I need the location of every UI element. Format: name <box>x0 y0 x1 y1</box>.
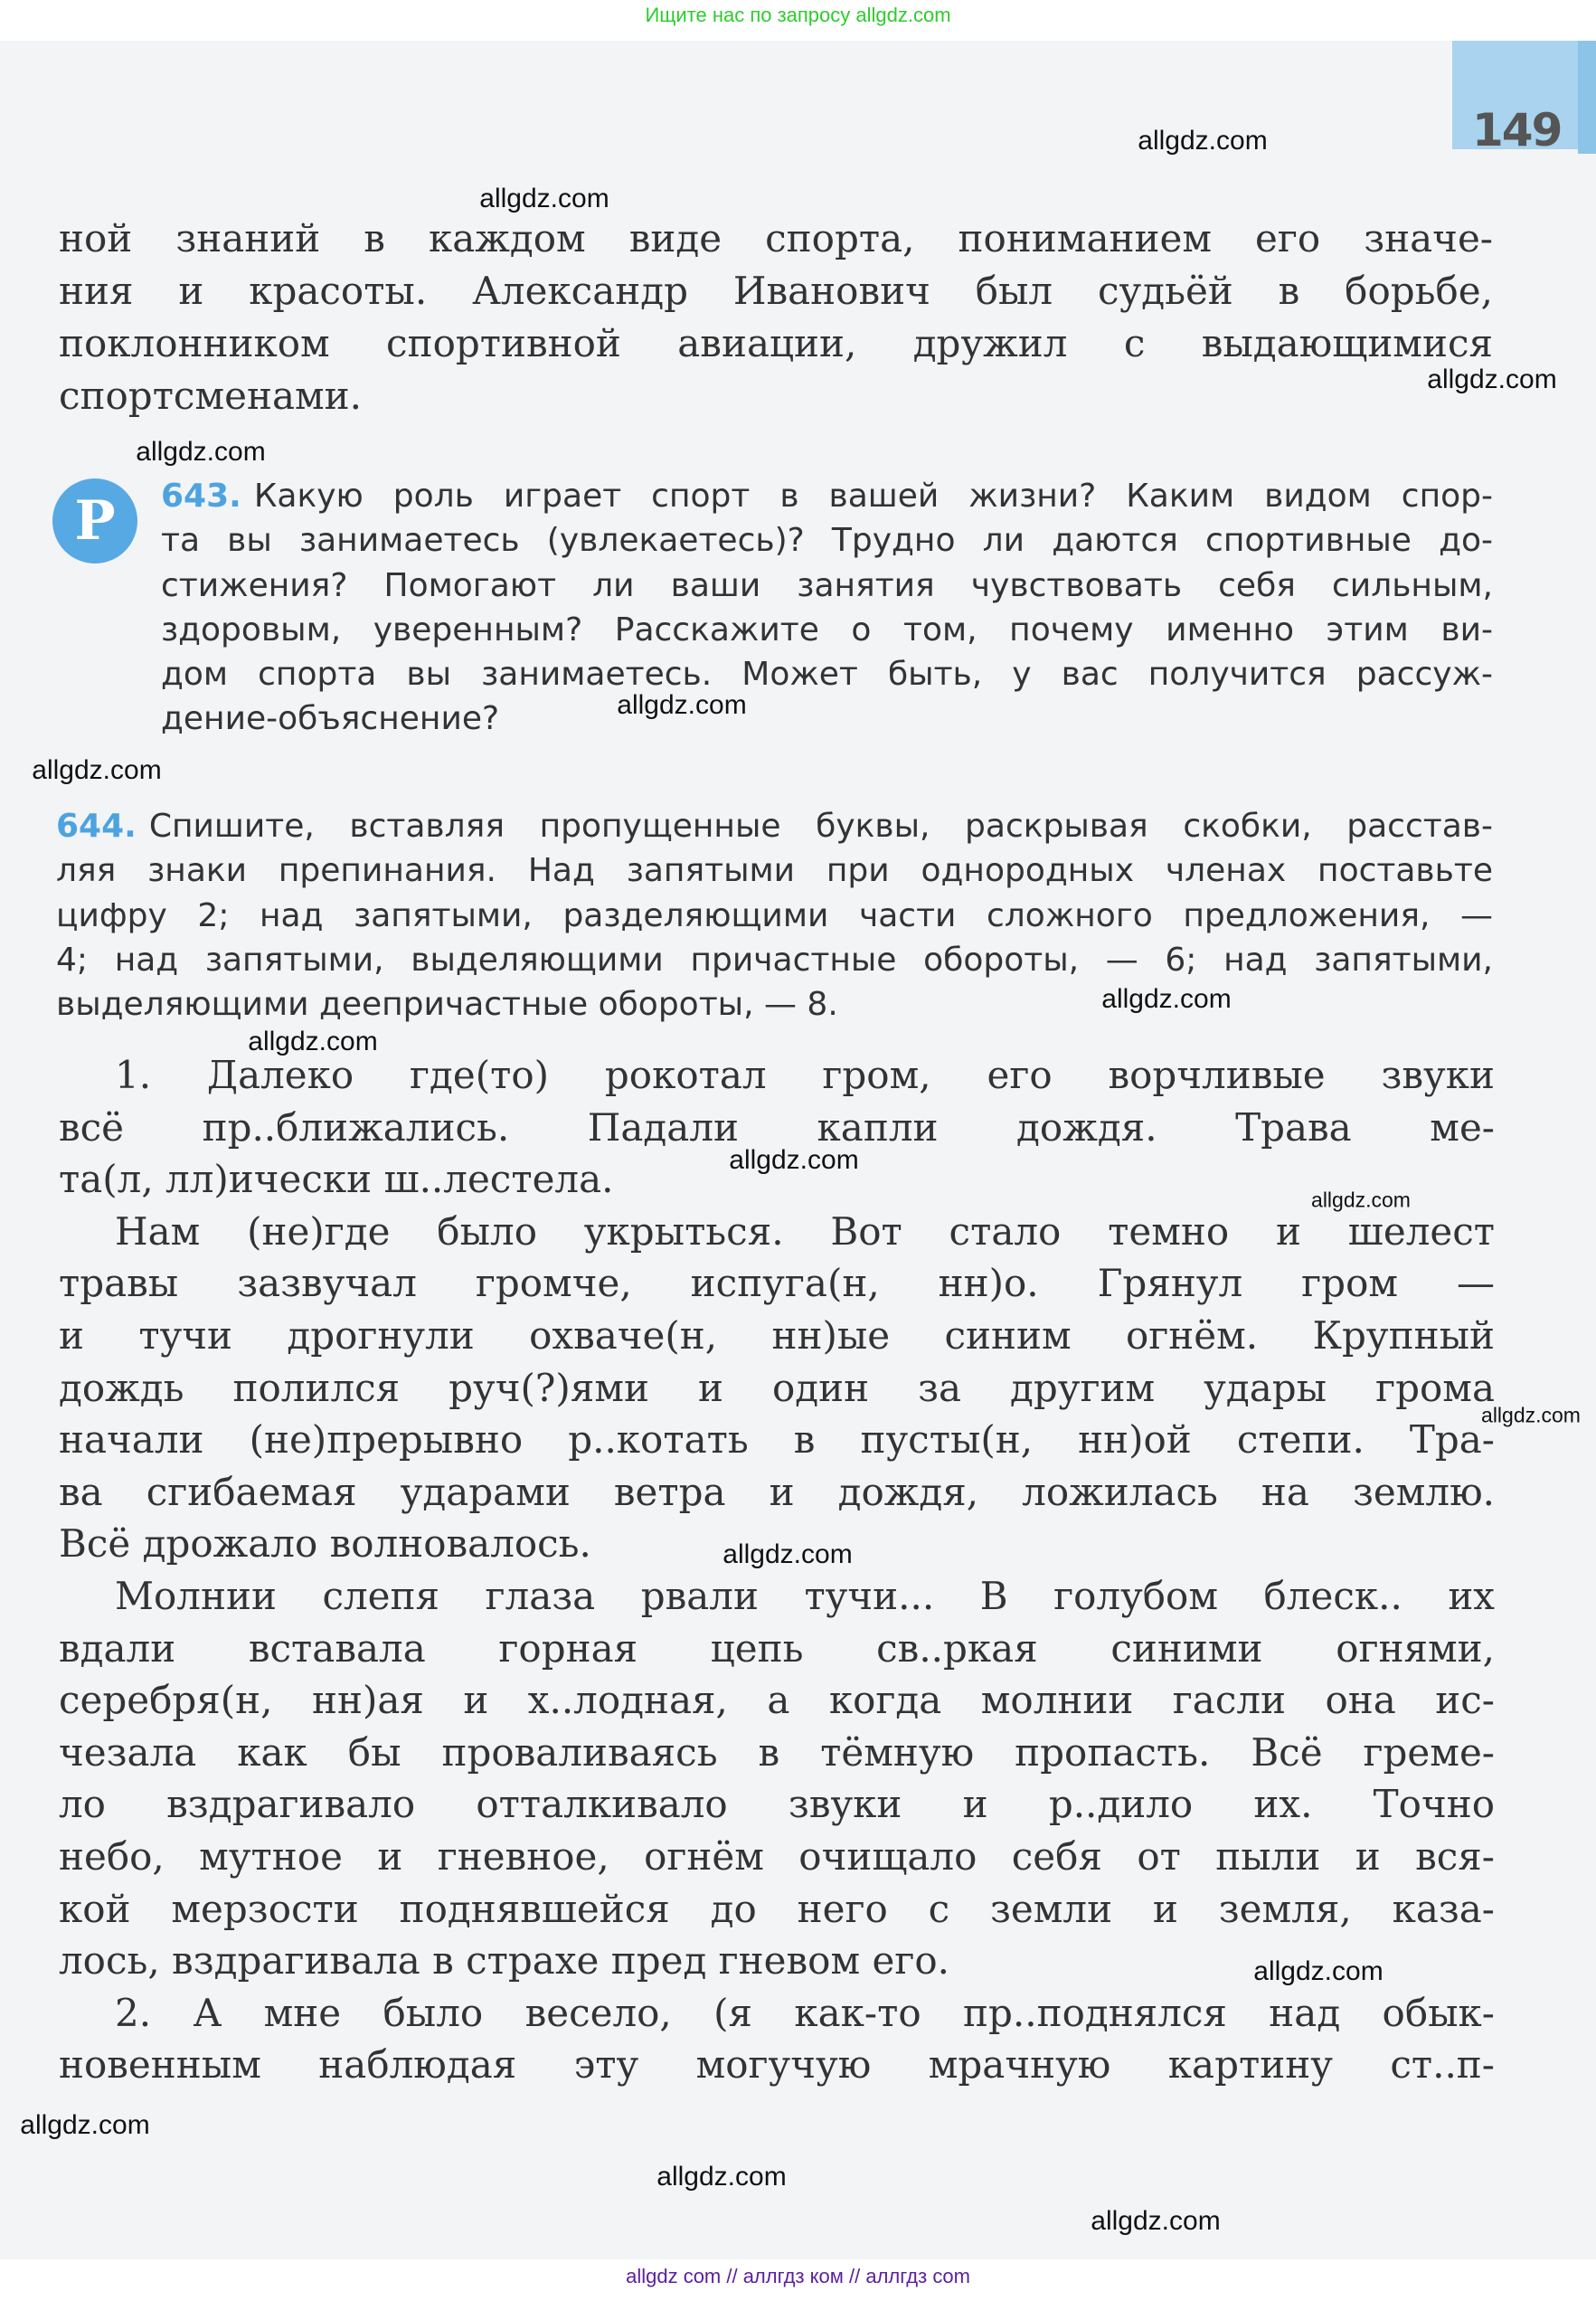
text-line: 1. Далеко где(то) рокотал гром, его ворчливые звуки <box>115 1053 1495 1097</box>
text-line: 2. А мне было весело, (я как-то пр..поднялся над обык- <box>115 1990 1495 2035</box>
text-line: травы зазвучал громче, испуга(н, нн)о. Грянул гром — <box>59 1261 1495 1306</box>
text-line: всё пр..ближались. Падали капли дождя. Трава ме- <box>59 1104 1495 1150</box>
watermark-text: allgdz.com <box>1253 1956 1384 1986</box>
text-line: дождь полился руч(?)ями и один за другим удары грома <box>59 1365 1495 1410</box>
watermark-text: allgdz.com <box>1481 1403 1581 1427</box>
text-line: Молнии слепя глаза рвали тучи... В голубом блеск.. их <box>115 1573 1495 1618</box>
text-line: новенным наблюдая эту могучую мрачную картину ст..п- <box>59 2042 1495 2088</box>
watermark-text: allgdz.com <box>32 755 162 785</box>
exercise-text: Какую роль играет спорт в вашей жизни? Каким видом спор- <box>253 478 1493 515</box>
page-corner-tab-edge <box>1578 41 1596 154</box>
text-line: поклонником спортивной авиации, дружил с выдающимися <box>59 321 1493 365</box>
p-badge-icon: Р <box>52 478 137 563</box>
text-line: стижения? Помогают ли ваши занятия чувствовать себя сильным, <box>161 566 1493 604</box>
watermark-text: allgdz.com <box>1311 1188 1411 1212</box>
text-line <box>56 804 1493 848</box>
text-line: ляя знаки препинания. Над запятыми при однородных членах поставьте <box>56 852 1493 890</box>
text-line: серебря(н, нн)ая и х..лодная, а когда молнии гасли она ис- <box>59 1678 1495 1723</box>
intro-paragraph <box>59 213 1493 422</box>
text-line: лось, вздрагивала в страхе пред гневом его. <box>59 1938 949 1984</box>
text-line: выделяющими деепричастные обороты, — 8. <box>56 986 838 1024</box>
watermark-text: allgdz.com <box>1427 365 1557 394</box>
text-line: дение-объяснение? <box>161 700 500 738</box>
watermark-text: allgdz.com <box>479 184 609 213</box>
text-line: 4; над запятыми, выделяющими причастные обороты, — 6; над запятыми, <box>56 941 1493 979</box>
text-line: спортсменами. <box>59 374 363 418</box>
exercise-644 <box>56 804 1493 1027</box>
text-line: ния и красоты. Александр Иванович был судьёй в борьбе, <box>59 269 1493 313</box>
watermark-text: allgdz.com <box>722 1539 853 1569</box>
text-line: Всё дрожало волновалось. <box>59 1521 591 1567</box>
watermark-text: allgdz.com <box>136 437 266 467</box>
text-line: ной знаний в каждом виде спорта, пониманием его значе- <box>59 216 1493 260</box>
text-line: и тучи дрогнули охваче(н, нн)ые синим огнём. Крупный <box>59 1312 1495 1358</box>
watermark-text: allgdz.com <box>617 690 747 720</box>
top-banner[interactable]: Ищите нас по запросу allgdz.com <box>645 4 951 26</box>
watermark-text: allgdz.com <box>1101 984 1232 1014</box>
watermark-text: allgdz.com <box>1091 2206 1221 2236</box>
text-line: кой мерзости поднявшейся до него с земли и земля, каза- <box>59 1886 1495 1931</box>
text-line: чезала как бы проваливаясь в тёмную пропасть. Всё греме- <box>59 1729 1495 1775</box>
exercise-643 <box>161 474 1493 742</box>
text-line: Нам (не)где было укрыться. Вот стало темно и шелест <box>115 1208 1495 1254</box>
text-line: небо, мутное и гневное, огнём очищало себя от пыли и вся- <box>59 1833 1495 1879</box>
text-line: та(л, лл)ически ш..лестела. <box>59 1157 614 1202</box>
footer-links[interactable]: allgdz com // аллгдз ком // аллгдз com <box>626 2265 970 2287</box>
exercise-number: 644. <box>56 808 137 845</box>
watermark-text: allgdz.com <box>20 2110 150 2140</box>
watermark-text: allgdz.com <box>248 1027 378 1056</box>
text-line: цифру 2; над запятыми, разделяющими части сложного предложения, — <box>56 896 1493 934</box>
exercise-number: 643. <box>161 478 241 515</box>
watermark-text: allgdz.com <box>729 1145 859 1175</box>
exercise-text: Спишите, вставляя пропущенные буквы, раскрывая скобки, расстав- <box>148 808 1493 845</box>
watermark-text: allgdz.com <box>656 2162 787 2192</box>
text-line: здоровым, уверенным? Расскажите о том, почему именно этим ви- <box>161 611 1493 649</box>
text-line: ва сгибаемая ударами ветра и дождя, ложилась на землю. <box>59 1469 1495 1514</box>
text-line: начали (не)прерывно р..котать в пусты(н, нн)ой степи. Тра- <box>59 1417 1495 1463</box>
watermark-text: allgdz.com <box>1138 126 1268 156</box>
text-line: дом спорта вы занимаетесь. Может быть, у вас получится рассуж- <box>161 656 1493 694</box>
text-line: ло вздрагивало отталкивало звуки и р..дило их. Точно <box>59 1782 1495 1827</box>
text-line: вдали вставала горная цепь св..ркая синими огнями, <box>59 1625 1495 1671</box>
text-line <box>161 474 1493 518</box>
page-number: 149 <box>1472 104 1562 156</box>
text-line: та вы занимаетесь (увлекаетесь)? Трудно ли даются спортивные до- <box>161 522 1493 560</box>
